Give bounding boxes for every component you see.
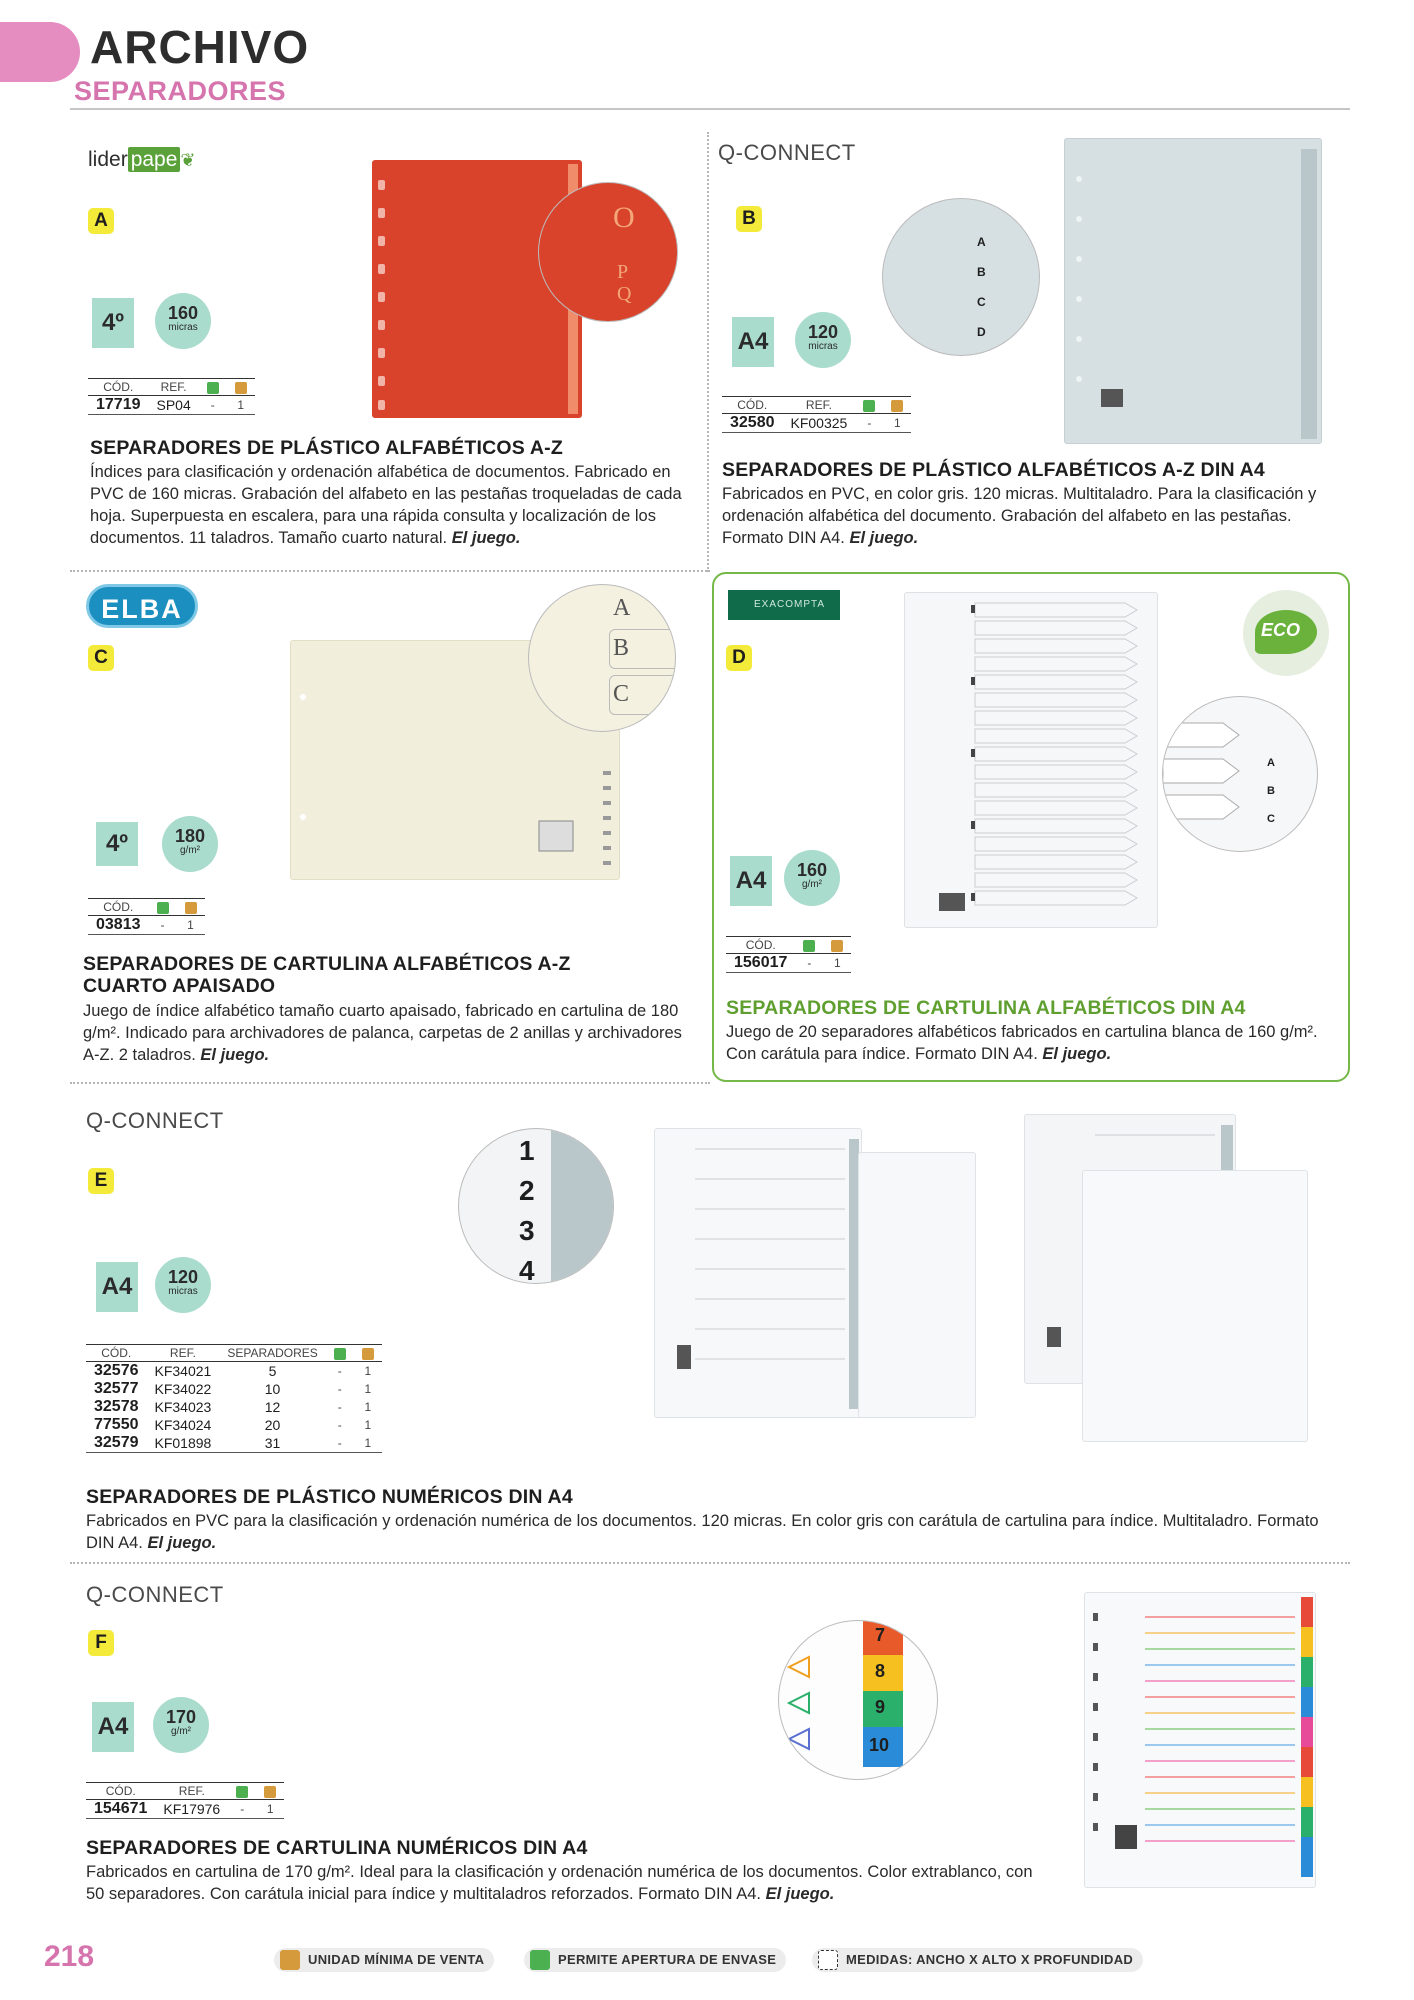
box-icon	[362, 1348, 374, 1360]
table-row: 32578 KF34023 12 - 1	[94, 1398, 372, 1415]
row-divider	[70, 1082, 710, 1084]
code-table: CÓD. REF. SEPARADORES 32576 KF34021 5 - 1 32577 KF34022 10 - 1 32578 KF34023 12 - 1 77550 KF34024 20 - 1 32579 KF01898 31 - 1	[86, 1344, 382, 1453]
product-badge: E	[88, 1168, 114, 1194]
open-gift-icon	[334, 1348, 346, 1360]
code-table: CÓD. 03813 - 1	[88, 898, 205, 935]
color-tab-rows	[1085, 1593, 1317, 1889]
zoom-detail-tabs: A B C	[1162, 696, 1318, 852]
product-description: Fabricados en PVC, en color gris. 120 micras. Multitaladro. Para la clasificación y ordenación alfabética del documento. Grabación del alfabeto en las pestañas. Formato DIN A4. El juego.	[722, 485, 1317, 547]
brand-logo-liderpapel: lider pape ❦	[88, 148, 196, 171]
box-icon	[831, 940, 843, 952]
product-badge: F	[88, 1630, 114, 1656]
column-divider	[707, 132, 709, 572]
legend-dimensions: MEDIDAS: ANCHO X ALTO X PROFUNDIDAD	[812, 1948, 1143, 1972]
brand-logo-qconnect: Q-CONNECT	[86, 1108, 224, 1133]
product-image-numeric-separators-front	[1082, 1170, 1308, 1442]
product-badge: B	[736, 206, 762, 232]
product-badge: C	[88, 645, 114, 671]
weight-circle: 160 micras	[155, 293, 211, 349]
format-tag: A4	[732, 317, 774, 367]
page-subtitle: SEPARADORES	[74, 76, 287, 106]
header-rule	[70, 108, 1350, 110]
legend-minimum-unit: UNIDAD MÍNIMA DE VENTA	[274, 1948, 494, 1972]
product-description: Índices para clasificación y ordenación alfabética de documentos. Fabricado en PVC de 160 micras. Grabación del alfabeto en las pestañas troqueladas de cada hoja. Superpuesta en escalera, para una rápida consulta y localización de los documentos. 11 taladros. Tamaño cuarto natural. El juego.	[90, 463, 682, 547]
row-divider	[70, 570, 710, 572]
table-row: 77550 KF34024 20 - 1	[94, 1416, 372, 1433]
product-image-grey-separators	[1064, 138, 1322, 444]
product-description: Fabricados en PVC para la clasificación y ordenación numérica de los documentos. 120 micras. En color gris con carátula de cartulina para índice. Multitaladro. Formato DIN A4. El juego.	[86, 1512, 1319, 1552]
product-title: SEPARADORES DE CARTULINA ALFABÉTICOS A-Z CUARTO APAISADO	[83, 953, 571, 997]
table-row: 32576 KF34021 5 - 1	[94, 1362, 372, 1379]
code-table: CÓD. REF. 17719 SP04 - 1	[88, 378, 255, 415]
box-icon	[280, 1950, 300, 1970]
brand-logo-qconnect: Q-CONNECT	[718, 140, 856, 165]
leaf-icon: ❦	[180, 150, 196, 170]
product-badge: D	[726, 645, 752, 671]
box-icon	[185, 902, 197, 914]
box-icon	[891, 400, 903, 412]
brand-logo-qconnect: Q-CONNECT	[86, 1582, 224, 1607]
color-arrow-tabs	[779, 1621, 938, 1780]
tab-column	[1065, 139, 1323, 445]
arrow-tabs	[1163, 697, 1318, 852]
product-title: SEPARADORES DE CARTULINA ALFABÉTICOS DIN A4	[726, 997, 1246, 1019]
product-image-color-numeric-separators	[1084, 1592, 1316, 1888]
product-description: Fabricados en cartulina de 170 g/m². Ideal para la clasificación y ordenación numérica de los documentos. Color extrablanco, con 50 separadores. Con carátula inicial para índice y multitaladros reforzados. Formato DIN A4. El juego.	[86, 1863, 1033, 1903]
eco-label: ECO	[1261, 620, 1301, 640]
product-image-numeric-separators-31	[654, 1128, 862, 1418]
product-badge: A	[88, 208, 114, 234]
page-title: ARCHIVO	[90, 21, 310, 73]
product-title: SEPARADORES DE PLÁSTICO ALFABÉTICOS A-Z DIN A4	[722, 459, 1265, 481]
product-image-white-separators	[904, 592, 1158, 928]
dimensions-icon	[818, 1950, 838, 1970]
box-icon	[264, 1786, 276, 1798]
product-description: Juego de índice alfabético tamaño cuarto apaisado, fabricado en cartulina de 180 g/m². Indicado para archivadores de palanca, carpetas de 2 anillas y archivadores A-Z. 2 taladros. El juego.	[83, 1002, 682, 1064]
open-gift-icon	[236, 1786, 248, 1798]
tab-lines	[655, 1129, 863, 1419]
product-description: Juego de 20 separadores alfabéticos fabricados en cartulina blanca de 160 g/m². Con carátula para índice. Formato DIN A4. El juego.	[726, 1023, 1318, 1063]
zoom-detail-tabs: A B C D	[882, 198, 1040, 356]
table-row: 154671 KF17976 - 1	[86, 1800, 284, 1819]
format-tag: 4º	[96, 822, 138, 866]
format-tag: 4º	[92, 298, 134, 348]
product-image-numeric-separators-back	[858, 1152, 976, 1418]
eco-badge	[1243, 590, 1329, 676]
tab-rows	[905, 593, 1159, 929]
open-gift-icon	[207, 382, 219, 394]
box-icon	[235, 382, 247, 394]
brand-logo-elba: ELBA	[86, 584, 198, 628]
weight-circle: 120 micras	[155, 1257, 211, 1313]
open-gift-icon	[530, 1950, 550, 1970]
table-row: 03813 - 1	[88, 916, 205, 935]
product-title: SEPARADORES DE PLÁSTICO ALFABÉTICOS A-Z	[90, 437, 563, 459]
code-table: CÓD. REF. 154671 KF17976 - 1	[86, 1782, 284, 1819]
open-gift-icon	[863, 400, 875, 412]
zoom-detail-tabs: O P Q	[538, 182, 678, 322]
section-tab	[0, 22, 80, 82]
table-row: 17719 SP04 - 1	[88, 396, 255, 415]
format-tag: A4	[96, 1262, 138, 1312]
format-tag: A4	[730, 856, 772, 906]
table-row: 156017 - 1	[726, 954, 851, 973]
product-title: SEPARADORES DE PLÁSTICO NUMÉRICOS DIN A4	[86, 1486, 573, 1508]
format-tag: A4	[92, 1702, 134, 1752]
page-number: 218	[44, 1940, 95, 1973]
zoom-detail-numeric-tabs: 1 2 3 4	[458, 1128, 614, 1284]
table-row: 32580 KF00325 - 1	[722, 414, 911, 433]
code-table: CÓD. 156017 - 1	[726, 936, 851, 973]
zoom-detail-color-tabs: 7 8 9 10	[778, 1620, 938, 1780]
table-row: 32577 KF34022 10 - 1	[94, 1380, 372, 1397]
row-divider	[70, 1562, 1350, 1564]
open-gift-icon	[157, 902, 169, 914]
legend-open-package: PERMITE APERTURA DE ENVASE	[524, 1948, 786, 1972]
weight-circle: 160 g/m²	[784, 850, 840, 906]
code-table: CÓD. REF. 32580 KF00325 - 1	[722, 396, 911, 433]
weight-circle: 170 g/m²	[153, 1697, 209, 1753]
zoom-detail-tabs: A B C	[528, 584, 676, 732]
column-spacer	[707, 572, 709, 1082]
product-title: SEPARADORES DE CARTULINA NUMÉRICOS DIN A4	[86, 1837, 588, 1859]
open-gift-icon	[803, 940, 815, 952]
table-row: 32579 KF01898 31 - 1	[86, 1434, 382, 1453]
weight-circle: 180 g/m²	[162, 816, 218, 872]
weight-circle: 120 micras	[795, 312, 851, 368]
brand-logo-exacompta: EXACOMPTA	[728, 590, 840, 620]
